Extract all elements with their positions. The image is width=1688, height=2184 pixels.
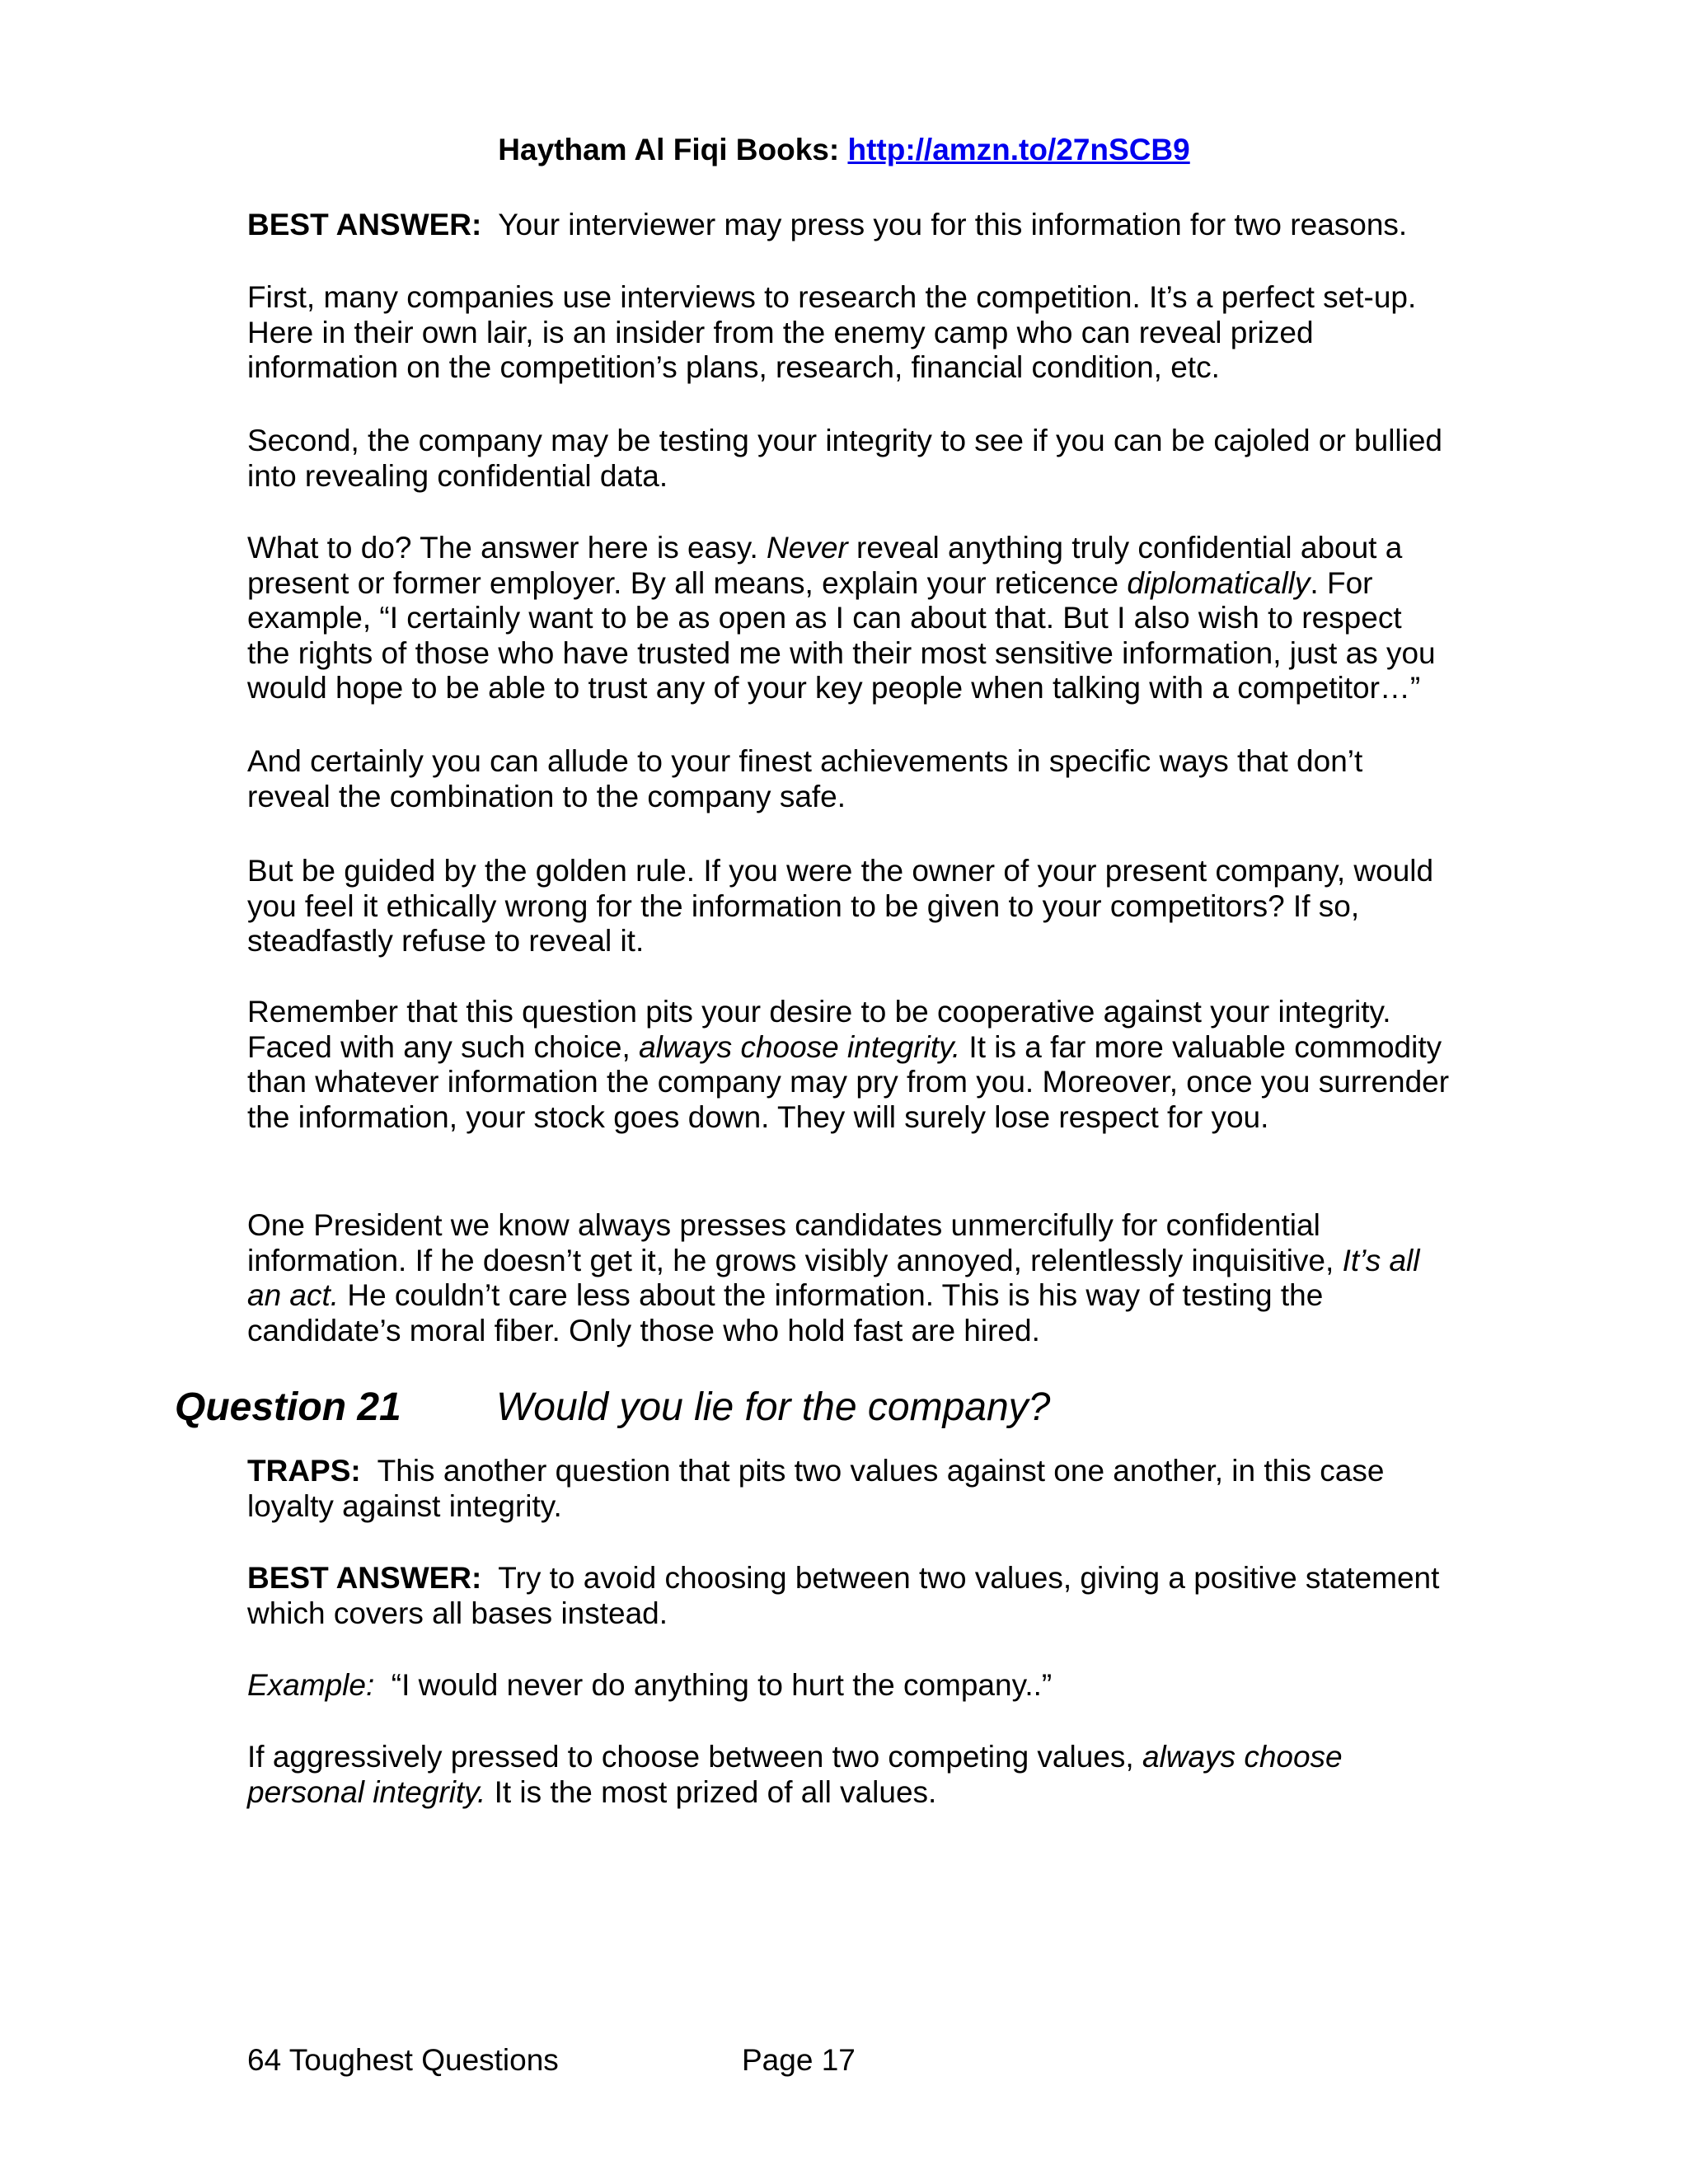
best-answer-label: BEST ANSWER:: [247, 1561, 482, 1595]
paragraph-text: And certainly you can allude to your finest achievements in specific ways that don’t reveal the combination to the company safe.: [247, 744, 1363, 813]
paragraph-text: But be guided by the golden rule. If you were the owner of your present company, would you feel it ethically wrong for the information to be given to your competitors? If so, steadfastly refuse to reveal it.: [247, 854, 1434, 958]
question-text: Would you lie for the company?: [496, 1385, 1051, 1429]
text-run: . For example, “I certainly want to be as open as I can about that. But I also wish to respect the rights of those who have trusted me with their most sensitive information, just as you would hope to be able to trust any of your key people when talking with a competitor…”: [247, 565, 1436, 705]
page-header: [0, 132, 1688, 168]
paragraph-text: [247, 1208, 1451, 1348]
text-run: Remember that this question pits your desire to be cooperative against your integrity. Faced with any such choice,: [247, 995, 1391, 1064]
best-answer-text: Your interviewer may press you for this information for two reasons.: [498, 208, 1408, 241]
paragraph-text: Second, the company may be testing your integrity to see if you can be cajoled or bullied into revealing confidential data.: [247, 424, 1443, 493]
traps-label: TRAPS:: [247, 1454, 361, 1488]
paragraph-text: First, many companies use interviews to research the competition. It’s a perfect set-up. Here in their own lair, is an insider from the enemy camp who can reveal prized information on the competition’s plans, research, financial condition, etc.: [247, 280, 1417, 384]
text-run: If aggressively pressed to choose between two competing values,: [247, 1740, 1142, 1774]
best-answer-paragraph-2: [247, 1561, 1451, 1631]
text-run: It is a far more valuable commodity than whatever information the company may pry from you. Moreover, once you surrender the information, your stock goes down. They will surely lose respect for you.: [247, 1029, 1450, 1134]
emphasis-act: It’s all an act.: [247, 1243, 1420, 1312]
paragraph-what-to-do: [247, 531, 1451, 706]
paragraph-golden-rule: [247, 854, 1451, 959]
paragraph-text: [247, 995, 1451, 1135]
example-label: Example:: [247, 1668, 375, 1702]
paragraph-text: [247, 1454, 1451, 1524]
emphasis-personal-integrity: always choose personal integrity.: [247, 1740, 1343, 1809]
best-answer-paragraph: [247, 208, 1451, 243]
example-text: “I would never do anything to hurt the company..”: [391, 1668, 1053, 1702]
answer-section-1: [247, 208, 1451, 243]
paragraph-text: [247, 1561, 1451, 1631]
emphasis-integrity: always choose integrity.: [639, 1029, 961, 1064]
paragraph-achievements: [247, 744, 1451, 814]
footer-book-title: 64 Toughest Questions: [247, 2043, 559, 2077]
best-answer-label: BEST ANSWER:: [247, 208, 482, 241]
question-number: Question 21: [175, 1385, 401, 1429]
traps-paragraph: [247, 1454, 1451, 1524]
example-paragraph: [247, 1668, 1451, 1704]
question-heading: [175, 1385, 1050, 1431]
page-footer: [247, 2042, 856, 2079]
paragraph-integrity-test: [247, 424, 1451, 494]
paragraph-president: [247, 1208, 1451, 1348]
text-run: He couldn’t care less about the information. This is his way of testing the candidate’s moral fiber. Only those who hold fast are hired.: [247, 1278, 1324, 1347]
paragraph-cooperative: [247, 995, 1451, 1135]
paragraph-text: [247, 1740, 1451, 1810]
paragraph-text: [247, 1668, 1451, 1704]
emphasis-diplomatically: diplomatically: [1127, 565, 1311, 600]
emphasis-never: Never: [767, 531, 848, 565]
text-run: It is the most prized of all values.: [485, 1774, 937, 1809]
paragraph-competition: [247, 280, 1451, 386]
header-label: Haytham Al Fiqi Books:: [498, 133, 840, 166]
text-run: One President we know always presses candidates unmercifully for confidential information. If he doesn’t get it, he grows visibly annoyed, relentlessly inquisitive,: [247, 1208, 1343, 1277]
text-run: reveal anything truly confidential about a present or former employer. By all means, explain your reticence: [247, 531, 1403, 600]
paragraph-text: [247, 531, 1451, 706]
traps-text: This another question that pits two values against one another, in this case loyalty against integrity.: [247, 1454, 1385, 1523]
books-link[interactable]: http://amzn.to/27nSCB9: [847, 133, 1190, 166]
best-answer-text: Try to avoid choosing between two values, giving a positive statement which covers all bases instead.: [247, 1561, 1440, 1630]
closing-paragraph: [247, 1740, 1451, 1810]
text-run: What to do? The answer here is easy.: [247, 531, 767, 565]
footer-page-number: Page 17: [742, 2043, 856, 2077]
